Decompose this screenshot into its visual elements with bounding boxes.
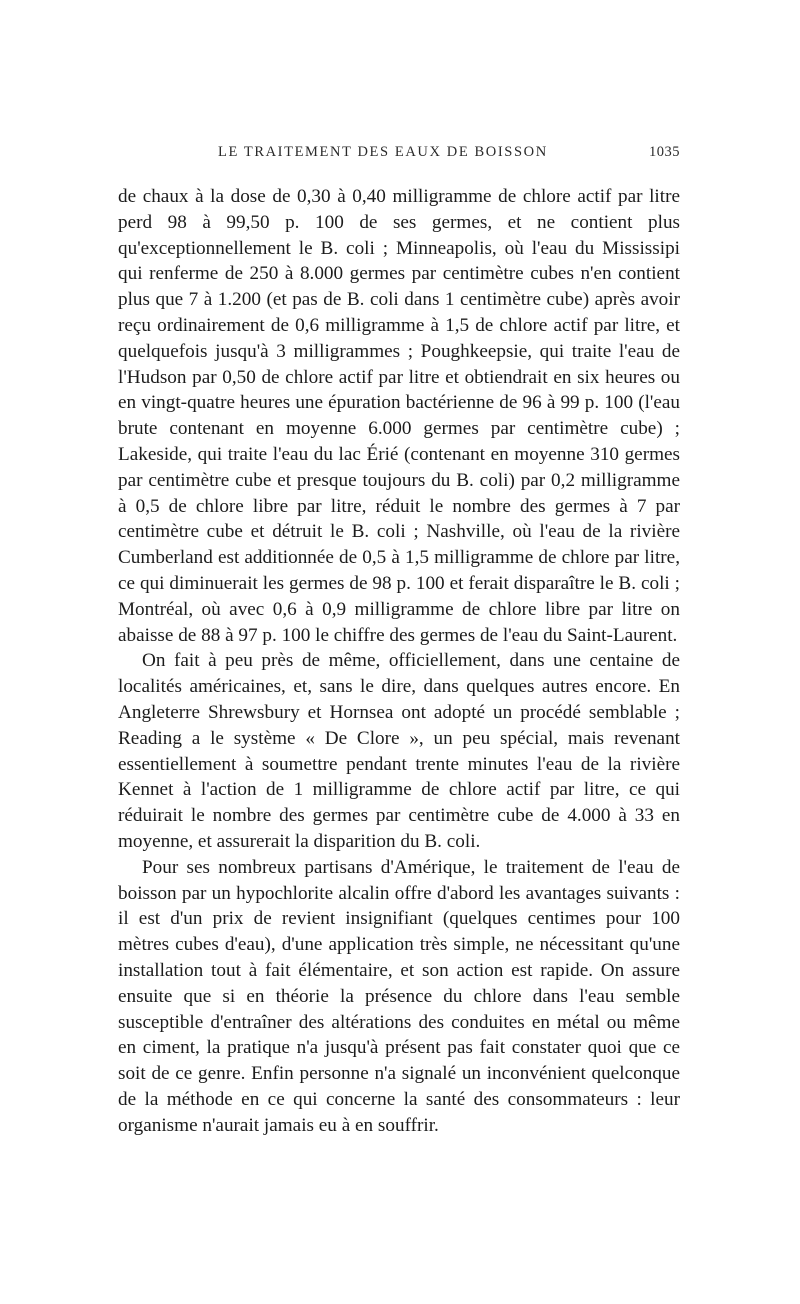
body-text <box>118 184 680 1138</box>
paragraph-advantages: Pour ses nombreux partisans d'Amérique, le traitement de l'eau de boisson par un hypochlorite alcalin offre d'abord les avantages suivants : il est d'un prix de revient insignifiant (quelques centimes pour 100 mètres cubes d'eau), d'une application très simple, ne nécessitant qu'une installation tout à fait élémentaire, et son action est rapide. On assure ensuite que si en théorie la présence du chlore dans l'eau semble susceptible d'entraîner des altérations des conduites en métal ou même en ciment, la pratique n'a jusqu'à présent pas fait constater quoi que ce soit de ce genre. Enfin personne n'a signalé un inconvénient quelconque de la méthode en ce qui concerne la santé des consommateurs : leur organisme n'aurait jamais eu à en souffrir. <box>118 856 680 1136</box>
paragraph-continuation: de chaux à la dose de 0,30 à 0,40 milligramme de chlore actif par litre perd 98 à 99,50 p. 100 de ses germes, et ne contient plus qu'exceptionnellement le B. coli ; Minneapolis, où l'eau du Mississipi qui renferme de 250 à 8.000 germes par centimètre cubes n'en contient plus que 7 à 1.200 (et pas de B. coli dans 1 centimètre cube) après avoir reçu ordinairement de 0,6 milligramme à 1,5 de chlore actif par litre, et quelquefois jusqu'à 3 milligrammes ; Poughkeepsie, qui traite l'eau de l'Hudson par 0,50 de chlore actif par litre et obtiendrait en six heures ou en vingt-quatre heures une épuration bactérienne de 96 à 99 p. 100 (l'eau brute contenant en moyenne 6.000 germes par centimètre cube) ; Lakeside, qui traite l'eau du lac Érié (contenant en moyenne 310 germes par centimètre cube et presque toujours du B. coli) par 0,2 milligramme à 0,5 de chlore libre par litre, réduit le nombre des germes à 7 par centimètre cube et détruit le B. coli ; Nashville, où l'eau de la rivière Cumberland est additionnée de 0,5 à 1,5 milligramme de chlore par litre, ce qui diminuerait les germes de 98 p. 100 et ferait disparaître le B. coli ; Montréal, où avec 0,6 à 0,9 milligramme de chlore libre par litre on abaisse de 88 à 97 p. 100 le chiffre des germes de l'eau du Saint-Laurent. <box>118 186 680 646</box>
book-page <box>118 140 680 1138</box>
running-title: LE TRAITEMENT DES EAUX DE BOISSON <box>218 144 548 160</box>
paragraph-localities: On fait à peu près de même, officiellement, dans une centaine de localités américaines, et, sans le dire, dans quelques autres encore. En Angleterre Shrewsbury et Hornsea ont adopté un procédé semblable ; Reading a le système « De Clore », un peu spécial, mais revenant essentiellement à soumettre pendant trente minutes l'eau de la rivière Kennet à l'action de 1 milligramme de chlore actif par litre, ce qui réduirait le nombre des germes par centimètre cube de 4.000 à 33 en moyenne, et assurerait la disparition du B. coli. <box>118 650 680 852</box>
running-head <box>118 140 680 166</box>
page-number: 1035 <box>649 144 680 160</box>
